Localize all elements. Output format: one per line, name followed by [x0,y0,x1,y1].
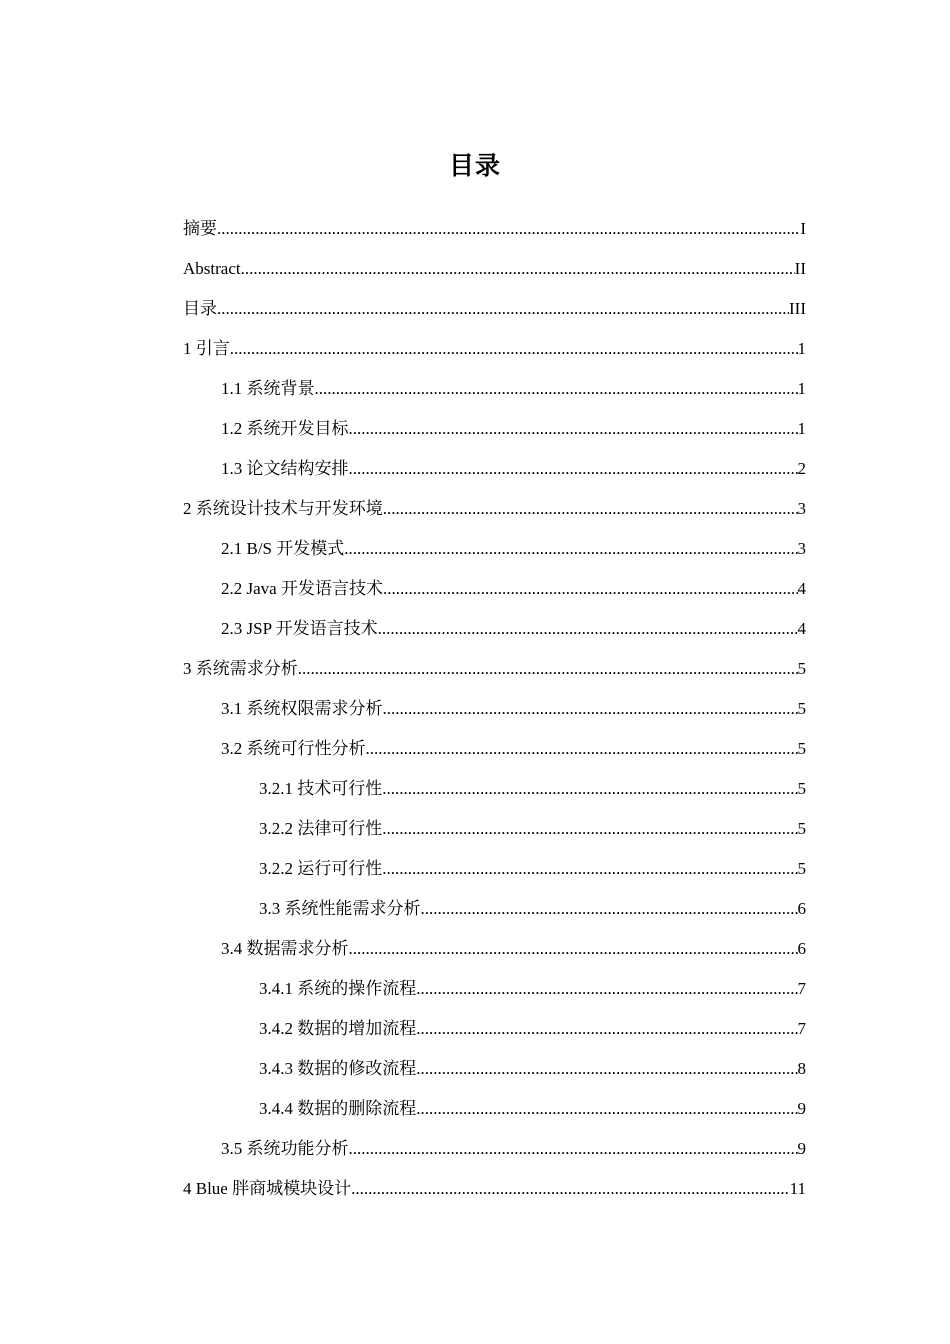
toc-entry-page: 5 [797,659,806,678]
toc-leader-dots [416,1009,797,1049]
toc-entry-page: 5 [797,699,806,718]
toc-entry-page: 8 [797,1059,806,1078]
toc-entry-label: 2 系统设计技术与开发环境 [183,499,383,518]
toc-entry-1-1[interactable] [183,369,806,409]
toc-entry-3-2[interactable] [183,729,806,769]
toc-entry-3-3[interactable] [183,889,806,929]
toc-leader-dots [217,289,789,329]
toc-leader-dots [416,1089,797,1129]
toc-leader-dots [416,969,797,1009]
toc-entry-page: 7 [797,979,806,998]
toc-entry-label: 3.1 系统权限需求分析 [221,699,383,718]
toc-entry-label: 1.1 系统背景 [221,379,315,398]
toc-entry-page: I [800,219,806,238]
toc-entry-label: 1.3 论文结构安排 [221,459,349,478]
toc-entry-3-4-2[interactable] [183,1009,806,1049]
toc-leader-dots [217,209,800,249]
toc-entry-3-1[interactable] [183,689,806,729]
toc-entry-3-5[interactable] [183,1129,806,1169]
toc-leader-dots [382,849,797,889]
toc-entry-label: 4 Blue 胖商城模块设计 [183,1179,352,1198]
toc-leader-dots [349,1129,798,1169]
toc-entry-page: II [794,259,806,278]
toc-leader-dots [349,449,798,489]
toc-entry-page: 5 [797,859,806,878]
toc-list [183,209,806,1209]
toc-entry-chapter-2[interactable] [183,489,806,529]
toc-entry-label: 目录 [183,299,217,318]
toc-entry-page: 2 [797,459,806,478]
toc-entry-page: 3 [797,539,806,558]
toc-entry-page: 9 [797,1139,806,1158]
toc-entry-3-4[interactable] [183,929,806,969]
toc-entry-1-2[interactable] [183,409,806,449]
toc-leader-dots [351,1169,790,1209]
toc-leader-dots [349,929,798,969]
toc-entry-contents[interactable] [183,289,806,329]
toc-entry-page: 5 [797,819,806,838]
toc-entry-page: 6 [797,939,806,958]
toc-leader-dots [383,569,798,609]
toc-entry-3-4-1[interactable] [183,969,806,1009]
toc-leader-dots [378,609,798,649]
toc-leader-dots [366,729,798,769]
toc-entry-label: 2.1 B/S 开发模式 [221,539,345,558]
toc-entry-abstract-en[interactable] [183,249,806,289]
toc-entry-label: 3.2 系统可行性分析 [221,739,366,758]
toc-entry-label: 2.3 JSP 开发语言技术 [221,619,378,638]
toc-leader-dots [298,649,798,689]
toc-leader-dots [382,809,797,849]
toc-entry-page: III [789,299,806,318]
toc-entry-page: 6 [797,899,806,918]
toc-entry-3-4-4[interactable] [183,1089,806,1129]
toc-entry-chapter-3[interactable] [183,649,806,689]
toc-entry-page: 4 [797,579,806,598]
toc-entry-page: 9 [797,1099,806,1118]
toc-entry-page: 1 [797,379,806,398]
toc-entry-2-2[interactable] [183,569,806,609]
toc-entry-label: 3.4.4 数据的删除流程 [259,1099,417,1118]
toc-entry-chapter-4[interactable] [183,1169,806,1209]
toc-leader-dots [382,769,797,809]
toc-entry-1-3[interactable] [183,449,806,489]
toc-entry-3-2-1[interactable] [183,769,806,809]
toc-entry-page: 7 [797,1019,806,1038]
toc-entry-abstract-cn[interactable] [183,209,806,249]
toc-entry-label: 3.5 系统功能分析 [221,1139,349,1158]
toc-entry-label: Abstract [183,259,241,278]
toc-entry-label: 2.2 Java 开发语言技术 [221,579,383,598]
toc-entry-3-2-2-legal[interactable] [183,809,806,849]
toc-entry-label: 摘要 [183,219,217,238]
toc-entry-page: 1 [797,339,806,358]
toc-entry-label: 3.2.1 技术可行性 [259,779,383,798]
toc-entry-label: 3.2.2 法律可行性 [259,819,383,838]
toc-entry-3-2-2-operation[interactable] [183,849,806,889]
toc-entry-label: 3.2.2 运行可行性 [259,859,383,878]
toc-entry-chapter-1[interactable] [183,329,806,369]
toc-entry-label: 3.4 数据需求分析 [221,939,349,958]
toc-leader-dots [241,249,795,289]
toc-leader-dots [349,409,798,449]
toc-entry-page: 5 [797,779,806,798]
toc-entry-label: 3 系统需求分析 [183,659,298,678]
toc-entry-3-4-3[interactable] [183,1049,806,1089]
toc-entry-label: 3.3 系统性能需求分析 [259,899,421,918]
toc-entry-2-1[interactable] [183,529,806,569]
toc-leader-dots [230,329,798,369]
toc-leader-dots [344,529,797,569]
toc-entry-label: 3.4.1 系统的操作流程 [259,979,417,998]
toc-entry-2-3[interactable] [183,609,806,649]
toc-leader-dots [416,1049,797,1089]
toc-entry-label: 3.4.3 数据的修改流程 [259,1059,417,1078]
toc-entry-page: 5 [797,739,806,758]
toc-leader-dots [421,889,798,929]
toc-leader-dots [383,689,798,729]
toc-entry-page: 1 [797,419,806,438]
toc-entry-page: 3 [797,499,806,518]
toc-entry-label: 3.4.2 数据的增加流程 [259,1019,417,1038]
toc-leader-dots [383,489,798,529]
toc-leader-dots [315,369,798,409]
toc-entry-page: 4 [797,619,806,638]
toc-entry-page: 11 [789,1179,806,1198]
toc-entry-label: 1 引言 [183,339,230,358]
toc-title: 目录 [448,151,501,180]
toc-entry-label: 1.2 系统开发目标 [221,419,349,438]
